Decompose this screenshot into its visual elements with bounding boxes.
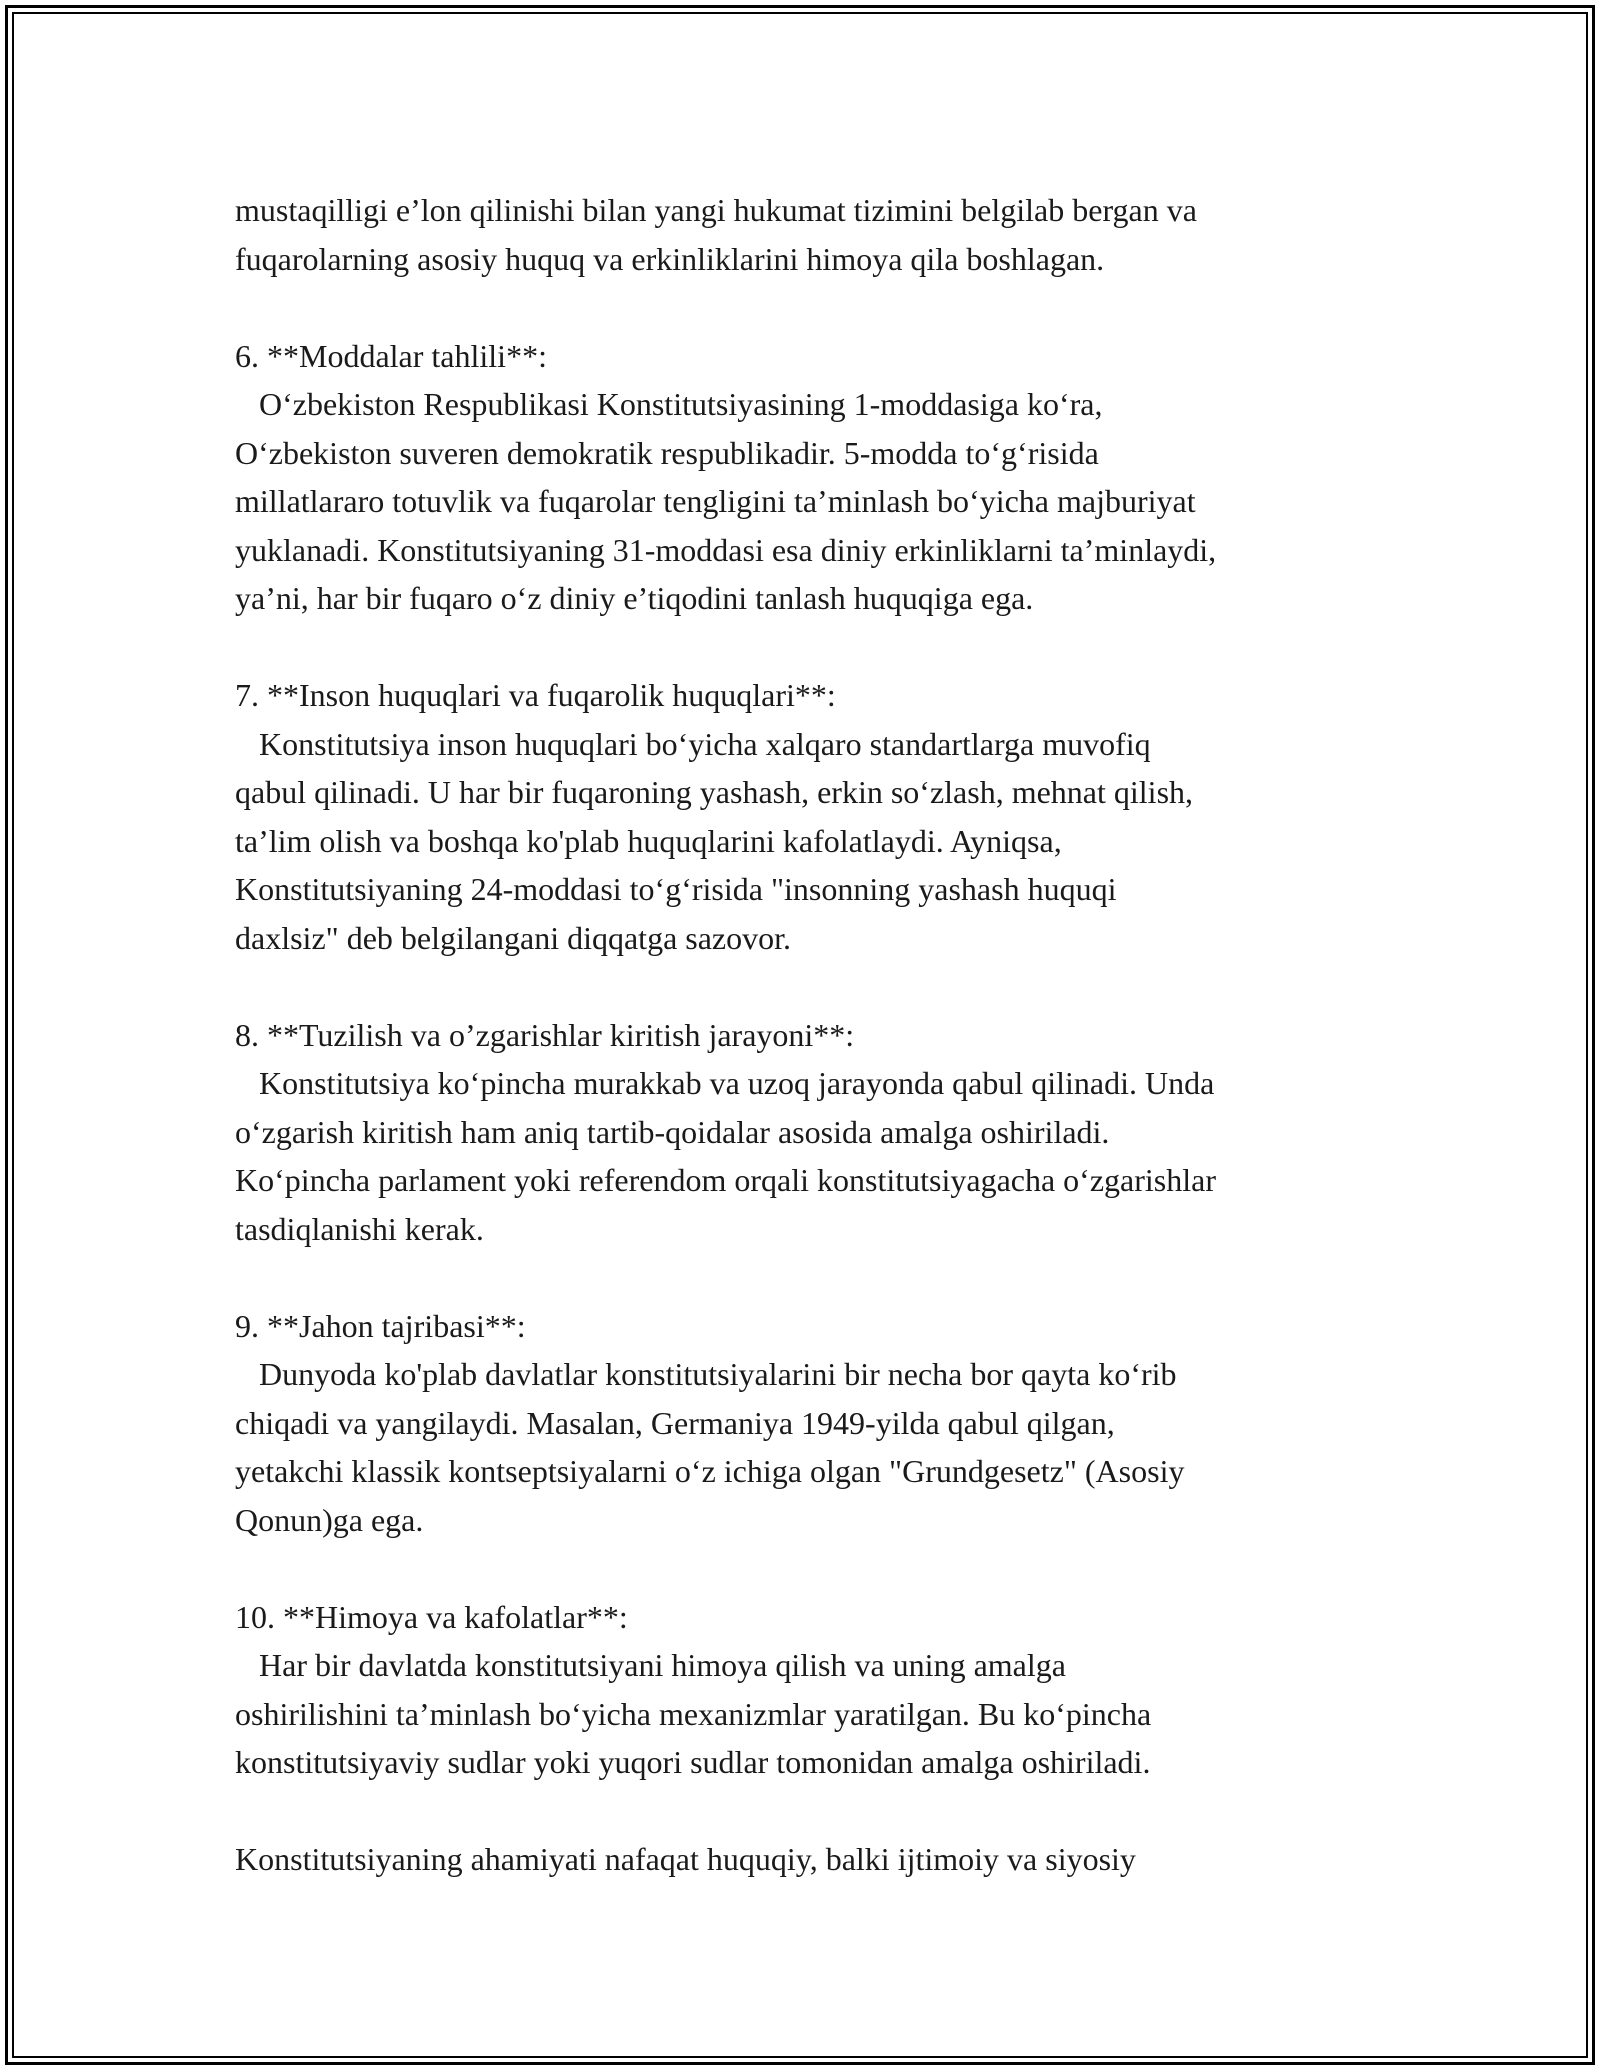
- text-line: o‘zgarish kiritish ham aniq tartib-qoidalar asosida amalga oshiriladi.: [235, 1113, 1110, 1150]
- text-line: O‘zbekiston suveren demokratik respublikadir. 5-modda to‘g‘risida: [235, 434, 1099, 471]
- text-line: Dunyoda ko'plab davlatlar konstitutsiyalarini bir necha bor qayta ko‘rib: [235, 1356, 1177, 1392]
- text-line: Konstitutsiya ko‘pincha murakkab va uzoq jarayonda qabul qilinadi. Unda: [235, 1065, 1215, 1101]
- section-heading: 7. **Inson huquqlari va fuqarolik huquqlari**:: [235, 677, 836, 713]
- text-line: Konstitutsiyaning 24-moddasi to‘g‘risida "insonning yashash huquqi: [235, 871, 1117, 907]
- section-heading: 10. **Himoya va kafolatlar**:: [235, 1598, 628, 1635]
- intro-paragraph: [235, 186, 1435, 283]
- text-line: ta’lim olish va boshqa ko'plab huquqlarini kafolatlaydi. Ayniqsa,: [235, 822, 1062, 859]
- text-line: daxlsiz" deb belgilangani diqqatga sazovor.: [235, 919, 792, 956]
- paragraph-spacer: [235, 1544, 1435, 1593]
- section-heading: 9. **Jahon tajribasi**:: [235, 1307, 526, 1344]
- paragraph-spacer: [235, 1787, 1435, 1836]
- section-heading: 8. **Tuzilish va o’zgarishlar kiritish jarayoni**:: [235, 1016, 855, 1053]
- text-line: mustaqilligi e’lon qilinishi bilan yangi hukumat tizimini belgilab bergan va: [235, 192, 1197, 228]
- section-7: [235, 671, 1435, 962]
- paragraph-spacer: [235, 962, 1435, 1011]
- paragraph-spacer: [235, 1253, 1435, 1302]
- text-line: yuklanadi. Konstitutsiyaning 31-moddasi esa diniy erkinliklarni ta’minlaydi,: [235, 531, 1217, 568]
- text-line: qabul qilinadi. U har bir fuqaroning yashash, erkin so‘zlash, mehnat qilish,: [235, 774, 1194, 810]
- text-line: konstitutsiyaviy sudlar yoki yuqori sudlar tomonidan amalga oshiriladi.: [235, 1744, 1151, 1780]
- section-10: [235, 1593, 1435, 1787]
- text-line: Qonun)ga ega.: [235, 1501, 424, 1538]
- text-line: O‘zbekiston Respublikasi Konstitutsiyasining 1-moddasiga ko‘ra,: [235, 386, 1103, 422]
- text-line: Konstitutsiya inson huquqlari bo‘yicha xalqaro standartlarga muvofiq: [235, 725, 1151, 762]
- closing-paragraph: [235, 1835, 1435, 1884]
- text-line: ya’ni, har bir fuqaro o‘z diniy e’tiqodini tanlash huquqiga ega.: [235, 580, 1034, 616]
- document-body: [235, 186, 1435, 1884]
- section-8: [235, 1011, 1435, 1254]
- text-line: Konstitutsiyaning ahamiyati nafaqat huquqiy, balki ijtimoiy va siyosiy: [235, 1841, 1136, 1877]
- text-line: yetakchi klassik kontseptsiyalarni o‘z ichiga olgan "Grundgesetz" (Asosiy: [235, 1453, 1185, 1489]
- text-line: Har bir davlatda konstitutsiyani himoya qilish va uning amalga: [235, 1647, 1066, 1683]
- section-9: [235, 1302, 1435, 1545]
- section-6: [235, 332, 1435, 623]
- text-line: Ko‘pincha parlament yoki referendom orqali konstitutsiyagacha o‘zgarishlar: [235, 1162, 1216, 1198]
- text-line: oshirilishini ta’minlash bo‘yicha mexanizmlar yaratilgan. Bu ko‘pincha: [235, 1695, 1152, 1732]
- paragraph-spacer: [235, 283, 1435, 332]
- paragraph-spacer: [235, 623, 1435, 672]
- text-line: fuqarolarning asosiy huquq va erkinliklarini himoya qila boshlagan.: [235, 240, 1105, 277]
- text-line: tasdiqlanishi kerak.: [235, 1210, 484, 1247]
- text-line: millatlararo totuvlik va fuqarolar tengligini ta’minlash bo‘yicha majburiyat: [235, 483, 1196, 519]
- section-heading: 6. **Moddalar tahlili**:: [235, 337, 547, 374]
- text-line: chiqadi va yangilaydi. Masalan, Germaniya 1949-yilda qabul qilgan,: [235, 1404, 1115, 1441]
